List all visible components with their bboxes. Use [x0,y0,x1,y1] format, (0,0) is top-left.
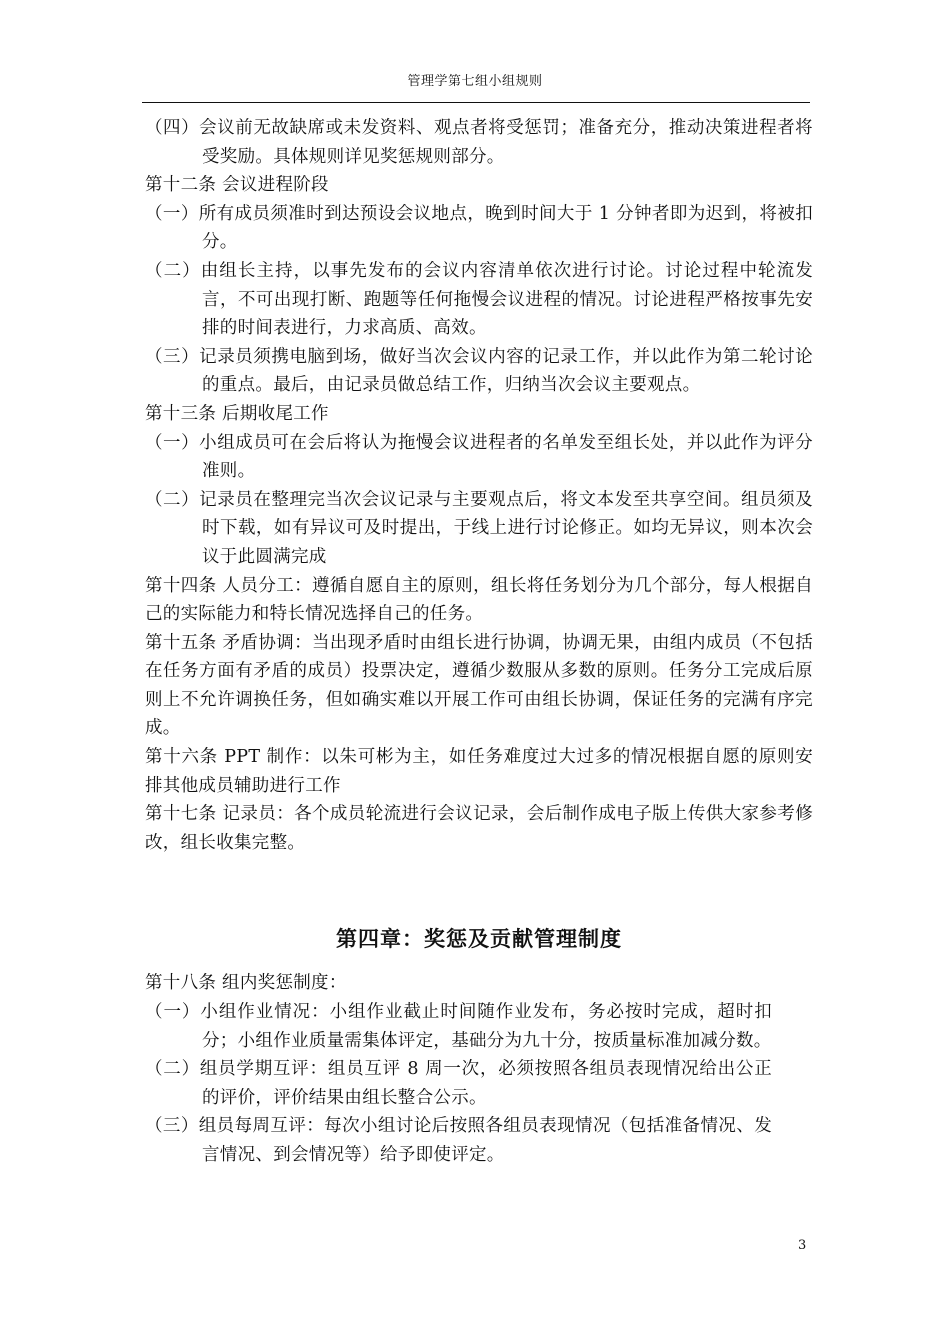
page-number: 3 [798,1238,807,1253]
article-heading: 第十二条 会议进程阶段 [145,175,329,196]
clause-item: （一）所有成员须准时到达预设会议地点，晚到时间大于 1 分钟者即为迟到，将被扣分。 [145,203,813,253]
clause-item: （三）组员每周互评：每次小组讨论后按照各组员表现情况（包括准备情况、发言情况、到会情况等）给予即使评定。 [145,1116,772,1165]
header-divider [142,102,810,103]
article-paragraph: 第十五条 矛盾协调：当出现矛盾时由组长进行协调，协调无果，由组内成员（不包括在任务方面有矛盾的成员）投票决定，遵循少数服从多数的原则。任务分工完成后原则上不允许调换任务，但如确实难以开展工作可由组长协调，保证任务的完满有序完成。 [145,632,813,739]
article-heading: 第十三条 后期收尾工作 [145,403,329,424]
page-header: 管理学第七组小组规则 [407,74,543,89]
clause-item: （四）会议前无故缺席或未发资料、观点者将受惩罚；准备充分，推动决策进程者将受奖励。具体规则详见奖惩规则部分。 [145,118,813,167]
section-after-chapter [145,969,813,1169]
article-heading: 第十八条 组内奖惩制度： [145,973,347,994]
article-paragraph: 第十七条 记录员：各个成员轮流进行会议记录，会后制作成电子版上传供大家参考修改，组长收集完整。 [145,804,813,853]
section-before-chapter [145,114,813,857]
clause-item: （一）小组作业情况：小组作业截止时间随作业发布，务必按时完成，超时扣分；小组作业质量需集体评定，基础分为九十分，按质量标准加减分数。 [145,1002,772,1051]
article-paragraph: 第十六条 PPT 制作：以朱可彬为主，如任务难度过大过多的情况根据自愿的原则安排其他成员辅助进行工作 [145,747,813,796]
clause-item: （二）记录员在整理完当次会议记录与主要观点后，将文本发至共享空间。组员须及时下载，如有异议可及时提出，于线上进行讨论修正。如均无异议，则本次会议于此圆满完成 [145,489,813,567]
chapter-title: 第四章：奖惩及贡献管理制度 [336,926,622,952]
article-paragraph: 第十四条 人员分工：遵循自愿自主的原则，组长将任务划分为几个部分，每人根据自己的实际能力和特长情况选择自己的任务。 [145,575,813,625]
document-body [145,114,813,1170]
clause-item: （二）由组长主持，以事先发布的会议内容清单依次进行讨论。讨论过程中轮流发言，不可出现打断、跑题等任何拖慢会议进程的情况。讨论进程严格按事先安排的时间表进行，力求高质、高效。 [145,260,813,339]
clause-item: （一）小组成员可在会后将认为拖慢会议进程者的名单发至组长处，并以此作为评分准则。 [145,432,813,482]
clause-item: （二）组员学期互评：组员互评 8 周一次，必须按照各组员表现情况给出公正的评价，评价结果由组长整合公示。 [145,1059,772,1108]
clause-item: （三）记录员须携电脑到场，做好当次会议内容的记录工作，并以此作为第二轮讨论的重点。最后，由记录员做总结工作，归纳当次会议主要观点。 [145,346,813,396]
